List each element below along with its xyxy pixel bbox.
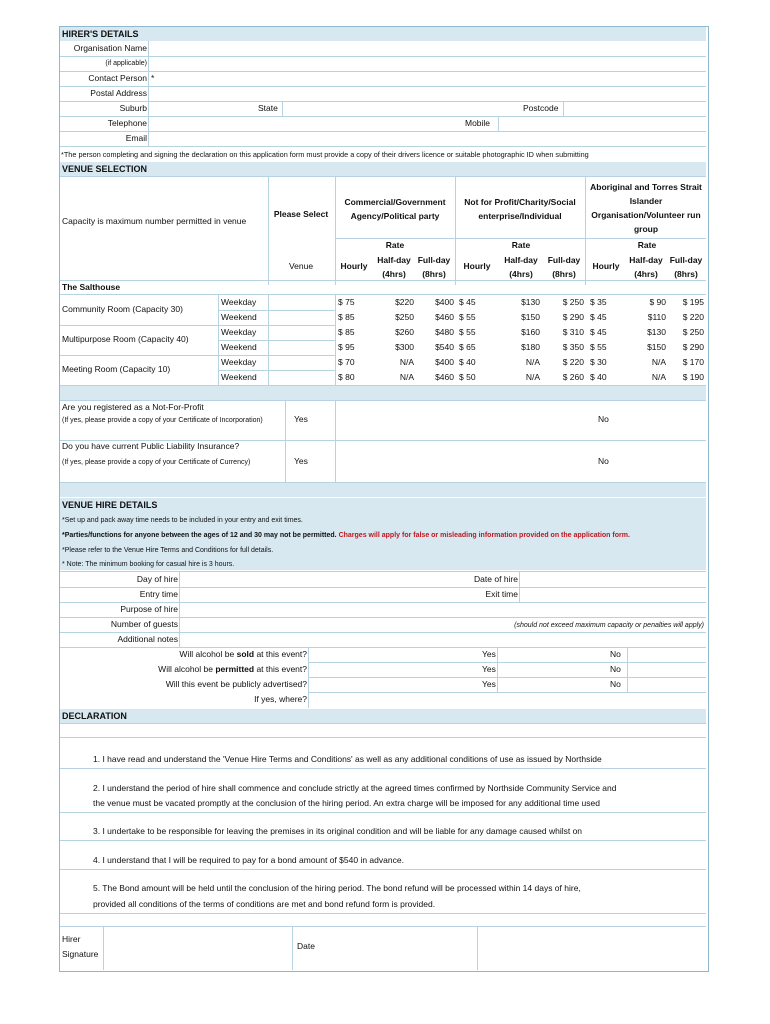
alcohol-permitted-yes-label: Yes <box>482 664 496 674</box>
contact-person-label: Contact Person <box>88 73 147 83</box>
nfp-yes-label: Yes <box>294 414 308 424</box>
age-note: *Parties/functions for anyone between the ages of 12 and 30 may not be permitted. Charges will apply for false or misleading information provided on the application form. <box>62 532 630 539</box>
declaration-heading: DECLARATION <box>60 709 706 723</box>
postcode-label: Postcode <box>523 103 559 113</box>
nfp-yes-field[interactable] <box>337 402 577 438</box>
venue-select-cell[interactable] <box>270 296 334 309</box>
rate-label-nfp: Rate <box>511 240 531 250</box>
fullday-heading-commercial: Full-day (8hrs) <box>417 255 451 279</box>
email-label: Email <box>125 133 147 143</box>
rate-cell: $300 <box>395 342 414 352</box>
halfday-heading-commercial: Half-day (4hrs) <box>377 255 411 279</box>
rate-row-day: Weekday <box>221 297 257 307</box>
advertised-yes-label: Yes <box>482 679 496 689</box>
salthouse-section-label: The Salthouse <box>62 282 121 292</box>
rate-cell: $ 310 <box>562 327 584 337</box>
hirer-label: Hirer <box>62 934 81 944</box>
room-name-multipurpose: Multipurpose Room (Capacity 40) <box>62 334 189 344</box>
contact-person-field[interactable] <box>160 72 705 85</box>
rate-cell: $ 260 <box>562 372 584 382</box>
nfp-note: (If yes, please provide a copy of your Certificate of Incorporation) <box>62 417 263 424</box>
rate-cell: $150 <box>521 312 540 322</box>
alcohol-sold-yes-label: Yes <box>482 649 496 659</box>
where-question: If yes, where? <box>254 694 307 704</box>
min-booking-note: * Note: The minimum booking for casual hire is 3 hours. <box>62 561 235 568</box>
if-applicable-note: (if applicable) <box>105 60 147 67</box>
nfp-question: Are you registered as a Not-For-Profit <box>62 402 204 412</box>
rate-row-day: Weekend <box>221 372 257 382</box>
state-field[interactable] <box>284 102 514 115</box>
rate-cell: $260 <box>395 327 414 337</box>
rate-cell: $400 <box>435 357 454 367</box>
pli-no-label: No <box>598 456 609 466</box>
rate-row-day: Weekend <box>221 342 257 352</box>
halfday-heading-nfp: Half-day (4hrs) <box>504 255 538 279</box>
declaration-item-1: 1. I have read and understand the 'Venue Hire Terms and Conditions' as well as any additional conditions of use as issued by Northside <box>93 754 602 764</box>
fullday-heading-atsi: Full-day (8hrs) <box>669 255 703 279</box>
nfp-no-label: No <box>598 414 609 424</box>
rate-cell: $ 35 <box>590 297 607 307</box>
alcohol-sold-question: Will alcohol be sold at this event? <box>179 649 307 659</box>
pli-question: Do you have current Public Liability Insurance? <box>62 441 240 451</box>
rate-cell: $160 <box>521 327 540 337</box>
capacity-note: Capacity is maximum number permitted in venue <box>62 216 247 226</box>
terms-note: *Please refer to the Venue Hire Terms and Conditions for full details. <box>62 547 274 554</box>
rate-cell: $ 250 <box>562 297 584 307</box>
date-of-hire-label: Date of hire <box>474 574 518 584</box>
venue-select-cell[interactable] <box>270 356 334 369</box>
postal-address-field[interactable] <box>150 87 705 100</box>
atsi-group-heading: Aboriginal and Torres Strait Islander Organisation/Volunteer run group <box>590 182 702 234</box>
rate-cell: $220 <box>395 297 414 307</box>
rate-cell: $ 95 <box>338 342 355 352</box>
purpose-label: Purpose of hire <box>120 604 178 614</box>
rate-cell: $ 85 <box>338 312 355 322</box>
rate-cell: $ 30 <box>590 357 607 367</box>
rate-cell: $130 <box>647 327 666 337</box>
venue-select-cell[interactable] <box>270 326 334 339</box>
declaration-item-5-cont: provided all conditions of the terms of conditions are met and bond refund form is provided. <box>93 899 436 909</box>
rate-row-day: Weekday <box>221 357 257 367</box>
rate-cell: $ 350 <box>562 342 584 352</box>
guests-capacity-note: (should not exceed maximum capacity or penalties will apply) <box>514 622 704 629</box>
rate-row-day: Weekday <box>221 327 257 337</box>
declaration-item-4: 4. I understand that I will be required to pay for a bond amount of $540 in advance. <box>93 855 404 865</box>
venue-selection-heading: VENUE SELECTION <box>60 162 706 176</box>
exit-time-field[interactable] <box>521 588 705 601</box>
rate-cell: $ 65 <box>459 342 476 352</box>
date-of-hire-field[interactable] <box>521 573 705 586</box>
email-field[interactable] <box>150 132 705 145</box>
rate-cell: N/A <box>651 372 666 382</box>
exit-time-label: Exit time <box>485 589 518 599</box>
entry-time-label: Entry time <box>139 589 178 599</box>
advertised-question: Will this event be publicly advertised? <box>165 679 307 689</box>
venue-select-cell[interactable] <box>270 341 334 354</box>
date-field[interactable] <box>479 928 705 968</box>
required-asterisk: * <box>151 73 155 83</box>
rate-cell: $ 75 <box>338 297 355 307</box>
rate-cell: $ 50 <box>459 372 476 382</box>
venue-column-label: Venue <box>288 261 314 271</box>
commercial-group-heading: Commercial/Government Agency/Political party <box>344 197 446 221</box>
where-field[interactable] <box>310 694 705 707</box>
rate-row-day: Weekend <box>221 312 257 322</box>
rate-cell: $460 <box>435 312 454 322</box>
postal-address-label: Postal Address <box>90 88 147 98</box>
rate-cell: $130 <box>521 297 540 307</box>
rate-cell: $250 <box>395 312 414 322</box>
day-of-hire-field[interactable] <box>181 573 451 586</box>
venue-select-cell[interactable] <box>270 371 334 384</box>
please-select-label: Please Select <box>273 209 329 219</box>
rate-cell: $ 290 <box>682 342 704 352</box>
alcohol-permitted-no-label: No <box>610 664 621 674</box>
signature-label: Signature <box>62 949 99 959</box>
advertised-no-label: No <box>610 679 621 689</box>
declaration-item-5: 5. The Bond amount will be held until the conclusion of the hiring period. The bond refund will be processed within 14 days of hire, <box>93 883 581 893</box>
rate-cell: $480 <box>435 327 454 337</box>
rate-cell: $ 45 <box>590 327 607 337</box>
rate-cell: N/A <box>525 357 540 367</box>
postcode-field[interactable] <box>565 102 705 115</box>
rate-cell: $ 170 <box>682 357 704 367</box>
suburb-field[interactable] <box>150 102 250 115</box>
rate-label-commercial: Rate <box>385 240 405 250</box>
rate-cell: $ 80 <box>338 372 355 382</box>
rate-cell: $ 55 <box>590 342 607 352</box>
fullday-heading-nfp: Full-day (8hrs) <box>547 255 581 279</box>
halfday-heading-atsi: Half-day (4hrs) <box>629 255 663 279</box>
purpose-field[interactable] <box>181 603 705 616</box>
additional-notes-label: Additional notes <box>117 634 178 644</box>
hourly-heading-atsi: Hourly <box>592 261 620 271</box>
rate-label-atsi: Rate <box>637 240 657 250</box>
rate-cell: $ 90 <box>649 297 666 307</box>
venue-hire-details-heading: VENUE HIRE DETAILS <box>60 498 706 512</box>
hourly-heading-nfp: Hourly <box>463 261 491 271</box>
rate-cell: $ 220 <box>562 357 584 367</box>
nfp-group-heading: Not for Profit/Charity/Social enterprise/Individual <box>464 197 576 221</box>
org-name-field[interactable] <box>150 42 705 55</box>
rate-cell: $110 <box>647 312 666 322</box>
rate-cell: $ 55 <box>459 327 476 337</box>
rate-cell: $ 45 <box>590 312 607 322</box>
room-name-community: Community Room (Capacity 30) <box>62 304 183 314</box>
rate-cell: $150 <box>647 342 666 352</box>
id-requirement-note: *The person completing and signing the declaration on this application form must provide a copy of their drivers licence or suitable photographic ID when submitting <box>61 150 589 159</box>
rate-cell: N/A <box>399 372 414 382</box>
rate-cell: $ 45 <box>459 297 476 307</box>
pli-yes-label: Yes <box>294 456 308 466</box>
rate-cell: $ 190 <box>682 372 704 382</box>
guests-label: Number of guests <box>110 619 178 629</box>
mobile-label: Mobile <box>465 118 491 128</box>
declaration-item-2-cont: the venue must be vacated promptly at the conclusion of the hiring period. An extra charge will be imposed for any additional time used <box>93 798 600 808</box>
entry-time-field[interactable] <box>181 588 451 601</box>
guests-field[interactable] <box>181 618 481 631</box>
additional-notes-field[interactable] <box>181 633 705 646</box>
rate-cell: N/A <box>399 357 414 367</box>
declaration-item-2: 2. I understand the period of hire shall commence and conclude strictly at the agreed times confirmed by Northside Community Service and <box>93 783 617 793</box>
setup-note: *Set up and pack away time needs to be included in your entry and exit times. <box>62 517 303 524</box>
telephone-label: Telephone <box>107 118 147 128</box>
rate-cell: $ 250 <box>682 327 704 337</box>
rate-cell: $ 40 <box>590 372 607 382</box>
pli-yes-field[interactable] <box>337 442 577 480</box>
org-name-label: Organisation Name <box>73 43 147 53</box>
state-label: State <box>258 103 278 113</box>
mobile-field[interactable] <box>500 117 705 130</box>
rate-cell: $ 290 <box>562 312 584 322</box>
rate-cell: $ 40 <box>459 357 476 367</box>
date-label: Date <box>297 941 315 951</box>
rate-cell: $460 <box>435 372 454 382</box>
rate-cell: $ 70 <box>338 357 355 367</box>
declaration-item-3: 3. I undertake to be responsible for leaving the premises in its original condition and will be liable for any damage caused whilst on <box>93 826 583 836</box>
hirers-details-heading: HIRER'S DETAILS <box>60 27 706 41</box>
rate-cell: $180 <box>521 342 540 352</box>
rate-cell: $ 220 <box>682 312 704 322</box>
suburb-label: Suburb <box>119 103 147 113</box>
venue-select-cell[interactable] <box>270 311 334 324</box>
pli-note: (If yes, please provide a copy of your Certificate of Currency) <box>62 459 251 466</box>
alcohol-sold-no-label: No <box>610 649 621 659</box>
telephone-field[interactable] <box>150 117 450 130</box>
rate-cell: $400 <box>435 297 454 307</box>
day-of-hire-label: Day of hire <box>136 574 178 584</box>
rate-cell: $ 195 <box>682 297 704 307</box>
rate-cell: $540 <box>435 342 454 352</box>
room-name-meeting: Meeting Room (Capacity 10) <box>62 364 171 374</box>
hourly-heading-commercial: Hourly <box>340 261 368 271</box>
signature-field[interactable] <box>105 928 290 968</box>
alcohol-permitted-question: Will alcohol be permitted at this event? <box>158 664 307 674</box>
rate-cell: N/A <box>651 357 666 367</box>
rate-cell: $ 55 <box>459 312 476 322</box>
rate-cell: $ 85 <box>338 327 355 337</box>
rate-cell: N/A <box>525 372 540 382</box>
